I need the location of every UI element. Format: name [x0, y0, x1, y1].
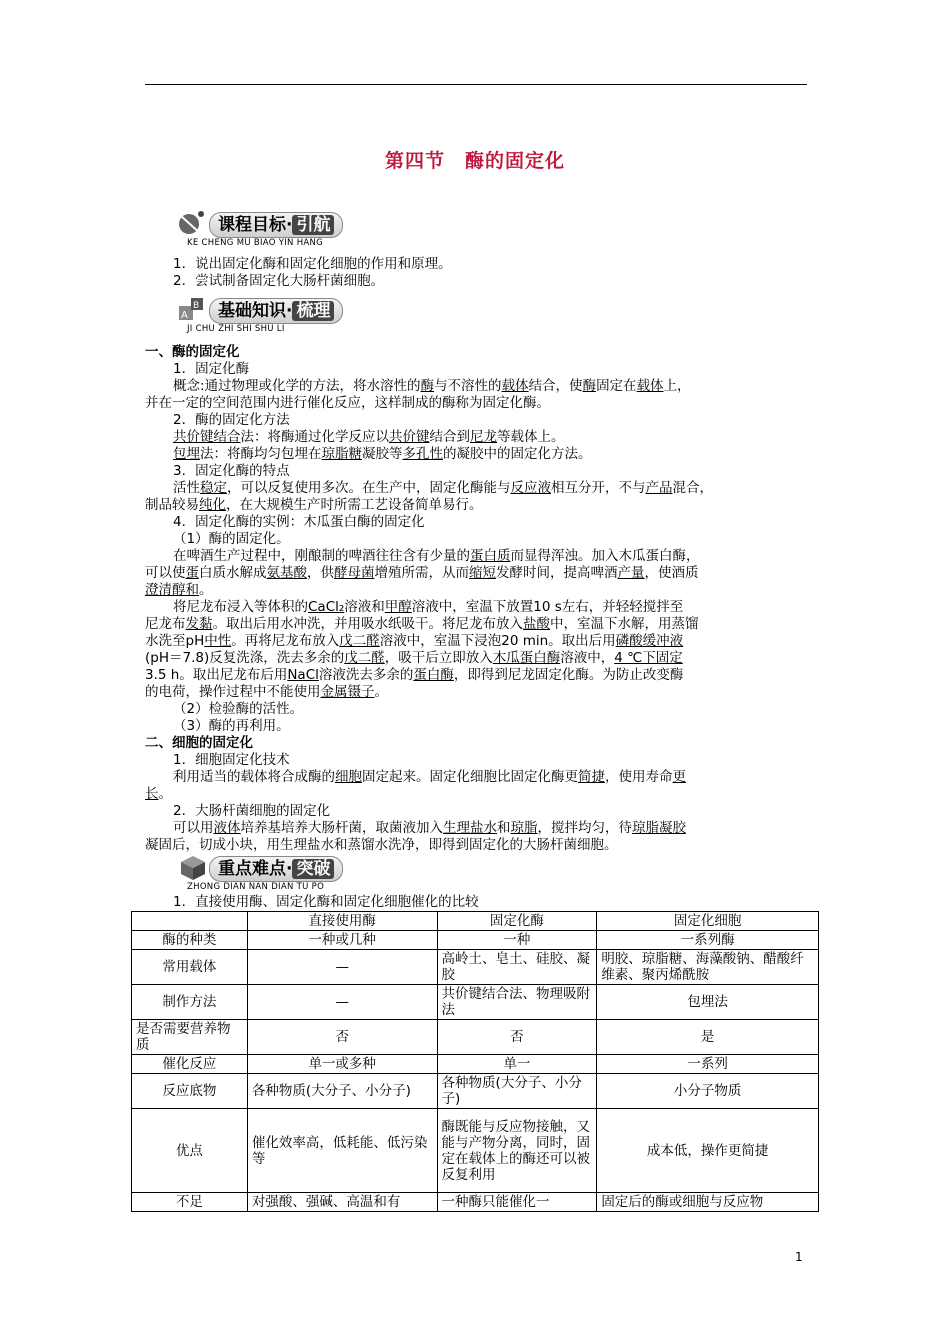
banner-pinyin: JI CHU ZHI SHI SHU LI [187, 324, 285, 334]
banner-label: 重点难点· 突破 [209, 856, 343, 882]
banner-basic-knowledge [175, 292, 415, 336]
comparison-table [131, 911, 819, 1212]
page-number: 1 [795, 1250, 803, 1264]
satellite-dish-icon [175, 206, 209, 240]
table-row: 是否需要营养物质 否 否 是 [132, 1020, 819, 1055]
banner-label: 课程目标· 引航 [209, 212, 343, 238]
table-row: 催化反应 单一或多种 单一 一系列 [132, 1055, 819, 1074]
table-header-row: 直接使用酶 固定化酶 固定化细胞 [132, 912, 819, 931]
table-row: 反应底物 各种物质(大分子、小分子) 各种物质(大分子、小分子) 小分子物质 [132, 1074, 819, 1109]
table-caption: 1．直接使用酶、固定化酶和固定化细胞催化的比较 [173, 894, 479, 910]
body-text: 一、酶的固定化 1．固定化酶 概念:通过物理或化学的方法，将水溶性的酶与不溶性的载体结合，使酶固定在载体上， 并在一定的空间范围内进行催化反应，这样制成的酶称为固定化酶。 2．酶的固定化方法 共价键结合法：将酶通过化学反应以共价键结合到尼龙等载体上。 包埋法：将酶均匀包埋在琼脂糖凝胶等多孔性的凝胶中的固定化方法。 3．固定化酶的特点 活性稳定，可以反复使用多次。在生产中，固定化酶能与反应液相互分开，不与产品混合， 制品较易纯化，在大规模生产时所需工艺设备简单易行。 4．固定化酶的实例：木瓜蛋白酶的固定化 （1）酶的固定化。 在啤酒生产过程中，刚酿制的啤酒往往含有少量的蛋白质而显得浑浊。加入木瓜蛋白酶， 可以使蛋白质水解成氨基酸，供酵母菌增殖所需，从而缩短发酵时间，提高啤酒产量，使酒质 澄清醇和。 将尼龙布浸入等体积的CaCl₂溶液和甲醇溶液中，室温下放置10 s左右，并轻轻搅拌至 尼龙布发黏。取出后用水冲洗，并用吸水纸吸干。将尼龙布放入盐酸中，室温下水解，用蒸馏 水洗至pH中性。再将尼龙布放入戊二醛溶液中，室温下浸泡20 min。取出后用磷酸缓冲液 (pH＝7.8)反复洗涤，洗去多余的戊二醛，吸干后立即放入木瓜蛋白酶溶液中，4 ℃下固定 3.5 h。取出尼龙布后用NaCl溶液洗去多余的蛋白酶，即得到尼龙固定化酶。为防止改变酶 的电荷，操作过程中不能使用金属镊子。 （2）检验酶的活性。 （3）酶的再利用。 二、细胞的固定化 1．细胞固定化技术 利用适当的载体将合成酶的细胞固定起来。固定化细胞比固定化酶更简捷，使用寿命更 长。 2．大肠杆菌细胞的固定化 可以用液体培养基培养大肠杆菌，取菌液加入生理盐水和琼脂，搅拌均匀，待琼脂凝胶 凝固后，切成小块，用生理盐水和蒸馏水洗净，即得到固定化的大肠杆菌细胞。 [145, 344, 810, 854]
table-row: 常用载体 — 高岭土、皂土、硅胶、凝胶 明胶、琼脂糖、海藻酸钠、醋酸纤维素、聚丙烯酰胺 [132, 950, 819, 985]
cube-icon [175, 850, 209, 884]
banner-key-points [175, 850, 415, 894]
table-row: 酶的种类 一种或几种 一种 一系列酶 [132, 931, 819, 950]
banner-label: 基础知识· 梳理 [209, 298, 343, 324]
svg-text:B: B [193, 301, 200, 311]
page-title: 第四节 酶的固定化 [384, 150, 565, 172]
goal-item: 2．尝试制备固定化大肠杆菌细胞。 [173, 273, 385, 289]
banner-pinyin: KE CHENG MU BIAO YIN HANG [187, 238, 324, 248]
abc-blocks-icon [175, 292, 209, 326]
table-row: 优点 催化效率高，低耗能、低污染等 酶既能与反应物接触，又能与产物分离，同时，固定在载体上的酶还可以被反复利用 成本低，操作更简捷 [132, 1109, 819, 1193]
section-heading: 二、细胞的固定化 [145, 735, 253, 751]
banner-course-goals [175, 206, 415, 250]
table-row: 不足 对强酸、强碱、高温和有 一种酶只能催化一 固定后的酶或细胞与反应物 [132, 1193, 819, 1212]
header-rule [145, 84, 807, 85]
goal-list [145, 256, 810, 290]
table-row: 制作方法 — 共价键结合法、物理吸附法 包埋法 [132, 985, 819, 1020]
svg-text:A: A [181, 310, 188, 321]
section-heading: 一、酶的固定化 [145, 344, 240, 360]
banner-pinyin: ZHONG DIAN NAN DIAN TU PO [187, 882, 325, 892]
goal-item: 1．说出固定化酶和固定化细胞的作用和原理。 [173, 256, 452, 272]
